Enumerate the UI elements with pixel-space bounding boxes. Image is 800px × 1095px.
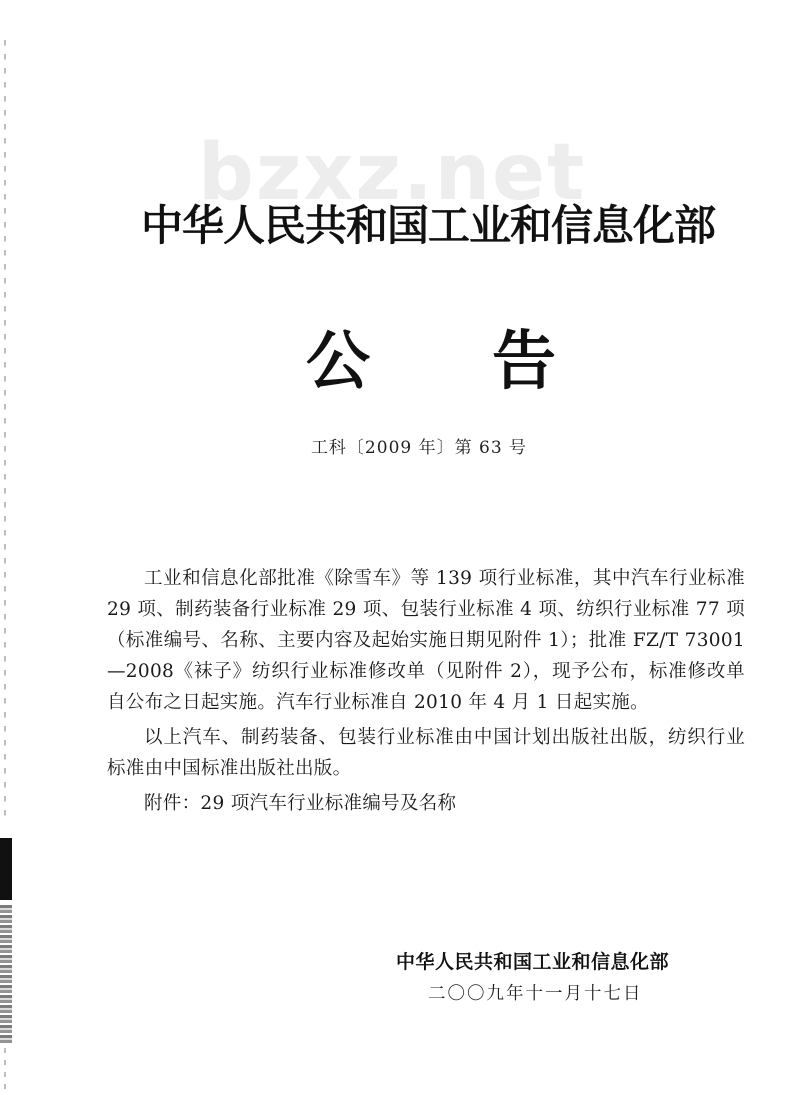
binding-dots-lower xyxy=(4,1048,6,1093)
notice-body xyxy=(107,563,745,819)
issuer-signature: 中华人民共和国工业和信息化部 xyxy=(396,951,670,973)
binding-print-strip xyxy=(0,905,12,1045)
notice-title-char-1: 公 xyxy=(306,324,370,399)
attachment-line: 附件：29 项汽车行业标准编号及名称 xyxy=(144,793,457,814)
paragraph: 工业和信息化部批准《除雪车》等 139 项行业标准，其中汽车行业标准 29 项、制药装备行业标准 29 项、包装行业标准 4 项、纺织行业标准 77 项（标准编号、名称、主要内容及起始实施日期见附件 1）；批准 FZ/T 73001—2008《袜子》纺织行业标准修改单（见附件 2），现予公布，标准修改单自公布之日起实施。汽车行业标准自 2010 年 4 月 1 日起实施。 xyxy=(107,568,745,713)
document-number: 工科〔2009 年〕第 63 号 xyxy=(310,438,528,458)
binding-mark xyxy=(0,838,12,900)
issue-date: 二〇〇九年十一月十七日 xyxy=(428,984,643,1004)
watermark: bzxz.net xyxy=(198,128,587,218)
ministry-title: 中华人民共和国工业和信息化部 xyxy=(140,201,715,250)
notice-title xyxy=(306,310,556,402)
notice-title-char-2: 告 xyxy=(492,324,556,399)
binding-margin xyxy=(0,0,14,1095)
binding-dots xyxy=(4,40,6,820)
paragraph: 以上汽车、制药装备、包装行业标准由中国计划出版社出版，纺织行业标准由中国标准出版社出版。 xyxy=(107,727,745,779)
